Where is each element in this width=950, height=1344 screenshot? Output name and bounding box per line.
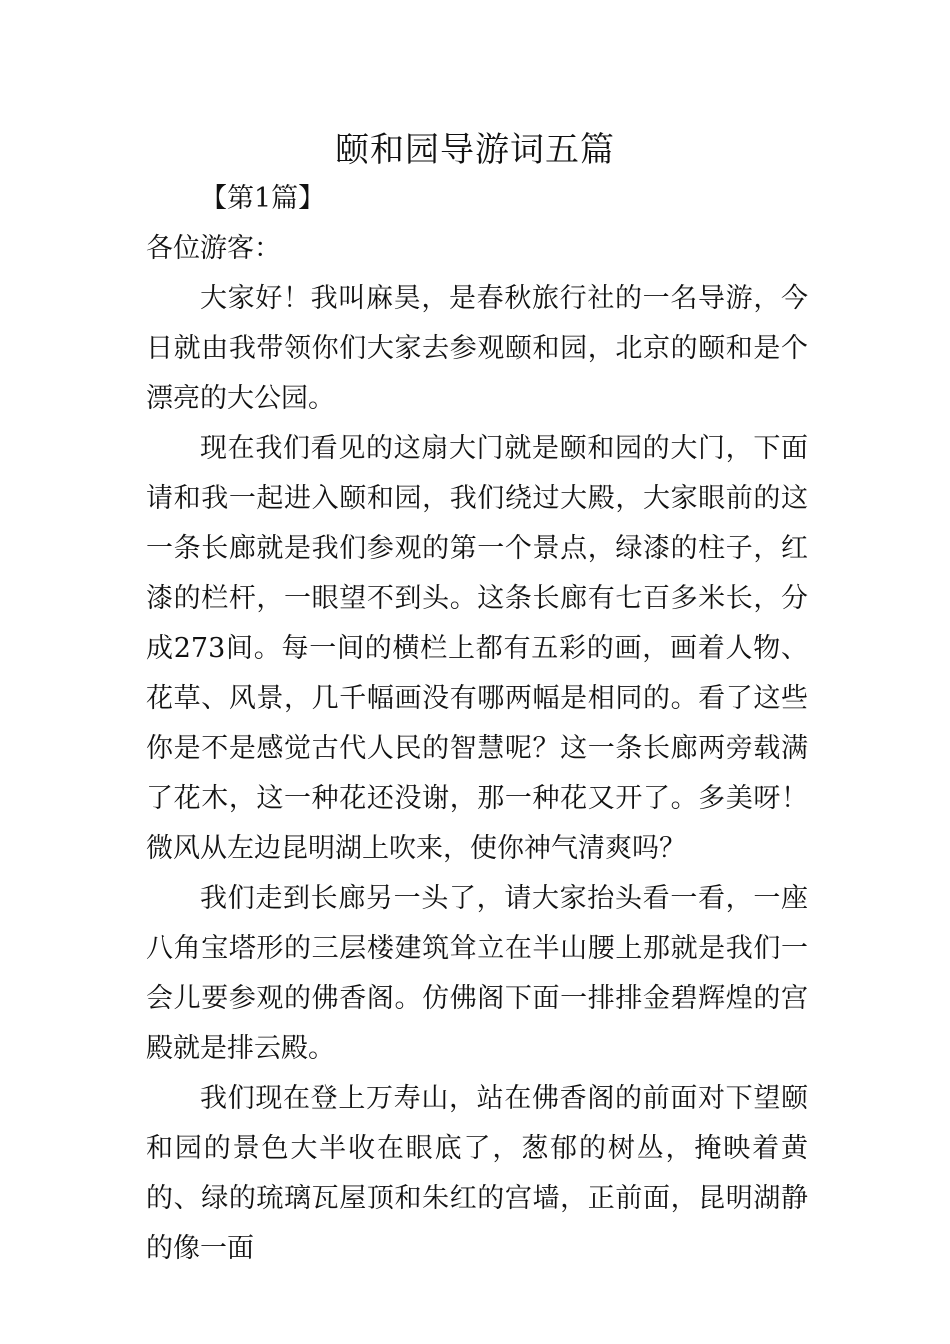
document-title: 颐和园导游词五篇 [335, 130, 615, 170]
greeting: 各位游客： [146, 233, 281, 264]
document-body [146, 174, 808, 1274]
paragraph-wanshou-hill: 我们现在登上万寿山，站在佛香阁的前面对下望颐和园的景色大半收在眼底了，葱郁的树丛，掩映着黄的、绿的琉璃瓦屋顶和朱红的宫墙，正前面，昆明湖静的像一面 [146, 1083, 808, 1264]
section-label: 【第1篇】 [200, 183, 326, 214]
paragraph-foxiang-pavilion: 我们走到长廊另一头了，请大家抬头看一看，一座八角宝塔形的三层楼建筑耸立在半山腰上那就是我们一会儿要参观的佛香阁。仿佛阁下面一排排金碧辉煌的宫殿就是排云殿。 [146, 883, 808, 1064]
paragraph-long-corridor: 现在我们看见的这扇大门就是颐和园的大门，下面请和我一起进入颐和园，我们绕过大殿，大家眼前的这一条长廊就是我们参观的第一个景点，绿漆的柱子，红漆的栏杆，一眼望不到头。这条长廊有七百多米长，分成273间。每一间的横栏上都有五彩的画，画着人物、花草、风景，几千幅画没有哪两幅是相同的。看了这些你是不是感觉古代人民的智慧呢？这一条长廊两旁载满了花木，这一种花还没谢，那一种花又开了。多美呀！微风从左边昆明湖上吹来，使你神气清爽吗？ [146, 433, 808, 864]
paragraph-intro: 大家好！我叫麻昊，是春秋旅行社的一名导游，今日就由我带领你们大家去参观颐和园，北京的颐和是个漂亮的大公园。 [146, 283, 808, 414]
